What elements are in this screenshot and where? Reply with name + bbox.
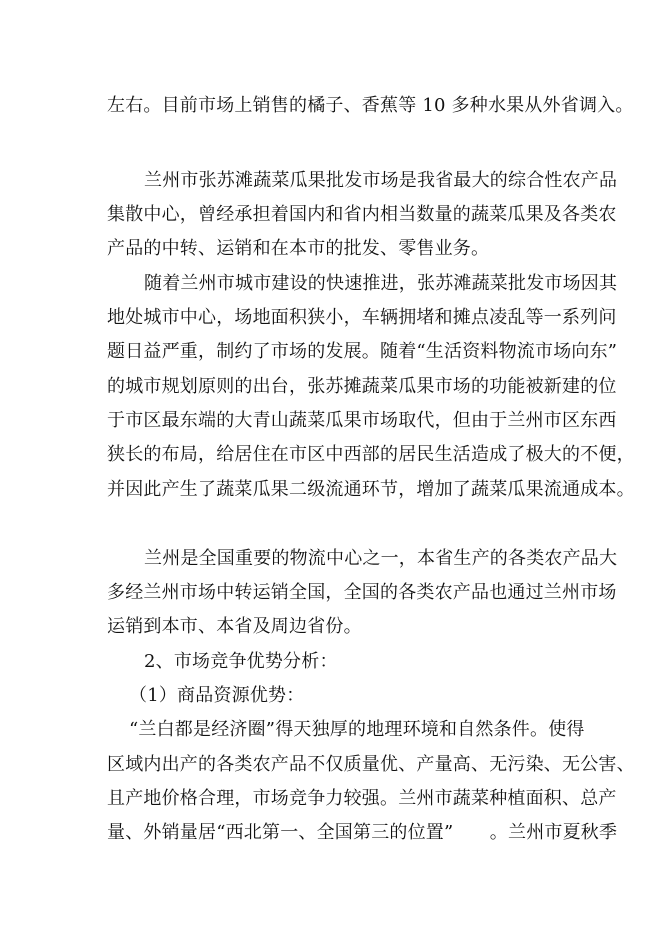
text-line-8: 的城市规划原则的出台，张苏摊蔬菜瓜果市场的功能被新建的位 [107, 376, 617, 397]
text-line-3: 集散中心，曾经承担着国内和省内相当数量的蔬菜瓜果及各类农 [107, 204, 617, 225]
text-line-6: 地处城市中心，场地面积狭小，车辆拥堵和摊点凌乱等一系列问 [107, 307, 617, 328]
text-line-5: 随着兰州市城市建设的快速推进，张苏滩蔬菜批发市场因其 [144, 273, 618, 294]
text-line-19: 且产地价格合理，市场竞争力较强。兰州市蔬菜种植面积、总产 [107, 788, 617, 809]
text-line-1: 左右。目前市场上销售的橘子、香蕉等 10 多种水果从外省调入。 [107, 95, 634, 116]
section-heading: 2、市场竞争优势分析： [144, 651, 338, 672]
text-line-2: 兰州市张苏滩蔬菜瓜果批发市场是我省最大的综合性农产品 [144, 170, 618, 191]
text-line-14: 运销到本市、本省及周边省份。 [107, 616, 362, 637]
text-line-12: 兰州是全国重要的物流中心之一，本省生产的各类农产品大 [144, 548, 618, 569]
text-line-4: 产品的中转、运销和在本市的批发、零售业务。 [107, 238, 490, 259]
text-line-18: 区域内出产的各类农产品不仅质量优、产量高、无污染、无公害、 [107, 754, 635, 775]
text-line-17: “兰白都是经济圈”得天独厚的地理环境和自然条件。使得 [129, 719, 585, 740]
subsection-heading: （1）商品资源优势： [129, 685, 305, 706]
text-line-7: 题日益严重，制约了市场的发展。随着“生活资料物流市场向东” [107, 341, 618, 362]
text-line-10: 狭长的布局，给居住在市区中西部的居民生活造成了极大的不便， [107, 444, 635, 465]
text-line-13: 多经兰州市场中转运销全国，全国的各类农产品也通过兰州市场 [107, 582, 617, 603]
text-line-20: 量、外销量居“西北第一、全国第三的位置” 。兰州市夏秋季 [107, 822, 618, 843]
text-line-9: 于市区最东端的大青山蔬菜瓜果市场取代，但由于兰州市区东西 [107, 410, 617, 431]
text-line-11: 并因此产生了蔬菜瓜果二级流通环节，增加了蔬菜瓜果流通成本。 [107, 479, 635, 500]
